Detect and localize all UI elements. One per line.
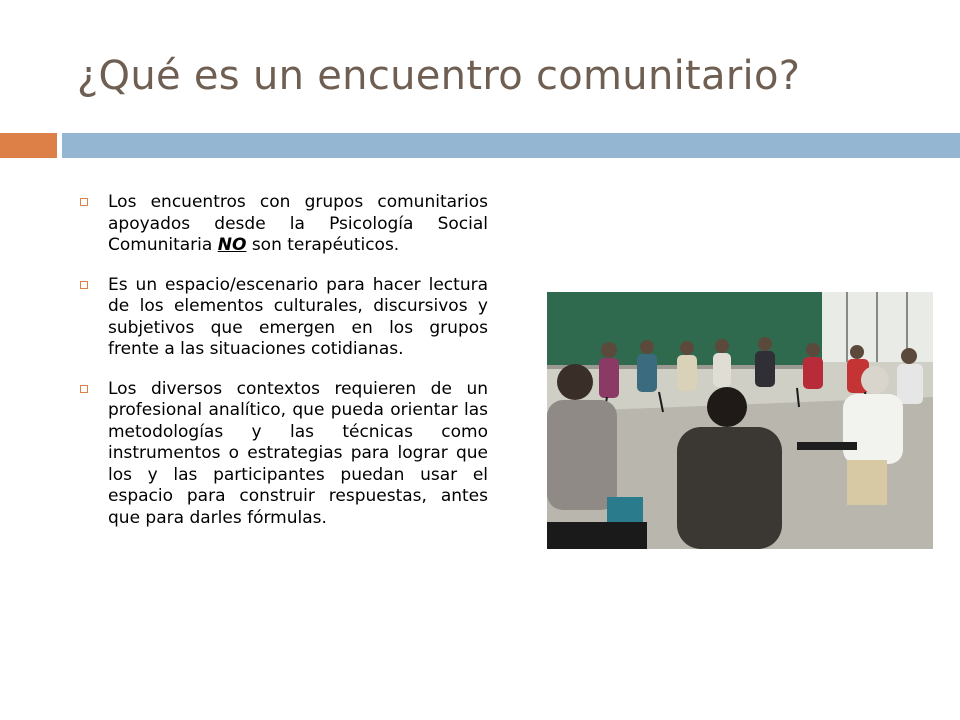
emphasis-no: NO <box>217 235 247 255</box>
bullet-item <box>78 379 488 530</box>
square-bullet-icon <box>80 281 88 289</box>
group-meeting-photo <box>547 292 933 549</box>
bullet-text: Es un espacio/escenario para hacer lectura de los elementos culturales, discursivos y subjetivos que emergen en los grupos frente a las situaciones cotidianas. <box>108 274 488 359</box>
accent-band-blue <box>62 133 960 158</box>
slide-title: ¿Qué es un encuentro comunitario? <box>77 53 801 99</box>
bullet-item <box>78 275 488 361</box>
bullet-text: Los diversos contextos requieren de un profesional analítico, que pueda orientar las metodologías y las técnicas como instrumentos o estrategias para lograr que los y las participantes puedan usar el espacio para construir respuestas, antes que para darles fórmulas. <box>108 378 488 528</box>
square-bullet-icon <box>80 198 88 206</box>
square-bullet-icon <box>80 385 88 393</box>
bullet-text: Los encuentros con grupos comunitarios apoyados desde la Psicología Social Comunitaria NO son terapéuticos. <box>108 192 488 255</box>
bullet-list <box>78 192 488 547</box>
accent-band-orange <box>0 133 57 158</box>
bullet-item <box>78 192 488 257</box>
